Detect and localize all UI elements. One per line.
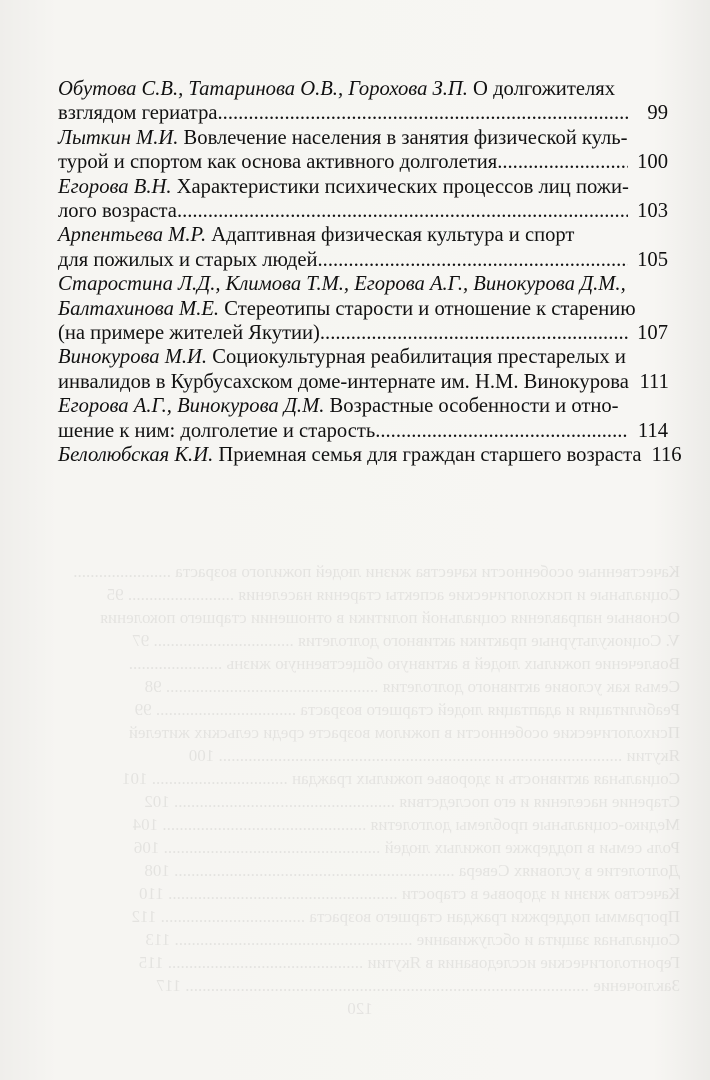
toc-entry-line — [58, 248, 668, 272]
bleed-through-text: Качественные особенности качества жизни людей пожилого возраста ....................... Социальные и психологические аспекты старения населения ......................... 95 Основные направления социальной политики в отношении старшего поколения V. Социокультурные практики активного долголетия ................................. 97 Вовлечение пожилых людей в активную общественную жизнь ...................... Семья как условие активного долголетия .................................................. 98 Реабилитация и адаптация людей старшего возраста ................................. 99 Психологические особенности в пожилом возрасте среди сельских жителей Якутии ............................................................................................... 100 Социальная активность и здоровье пожилых граждан ................................ 101 Старение населения и его последствия .................................................... 102 Медико-социальные проблемы долголетия ................................................ 104 Роль семьи в поддержке пожилых людей ................................................... 106 Долголетие в условиях Севера .................................................................. 108 Качество жизни и здоровье в старости ...................................................... 110 Программы поддержки граждан старшего возраста .................................. 112 Социальная защита и обслуживание ........................................................ 113 Геронтологические исследования в Якутии .............................................. 115 Заключение ............................................................................................... 117 120 — [73, 562, 680, 1018]
toc-title: Возрастные особенности и отно- — [324, 395, 619, 418]
dot-leader — [318, 248, 628, 272]
toc-title-cont: инвалидов в Курбусахском доме-интернате им. Н.М. Винокурова — [58, 370, 629, 393]
toc-title: Адаптивная физическая культура и спорт — [206, 224, 575, 247]
toc-entry-line — [58, 394, 668, 418]
toc-entry-line — [58, 175, 668, 199]
toc-entry — [58, 394, 668, 443]
toc-page-number: 114 — [637, 419, 668, 442]
toc-title: Характеристики психических процессов лиц пожи- — [171, 175, 629, 198]
toc-page-number: 111 — [639, 370, 669, 393]
toc-title-cont: (на примере жителей Якутии) — [58, 322, 320, 345]
toc-entry-line — [58, 297, 668, 321]
toc-entry — [58, 443, 682, 467]
table-of-contents — [58, 77, 682, 468]
dot-leader — [497, 150, 628, 174]
dot-leader — [218, 101, 628, 125]
toc-entry-line — [58, 272, 668, 296]
toc-page-number: 116 — [651, 444, 682, 467]
toc-page-number: 105 — [637, 248, 668, 271]
toc-entry-line — [58, 223, 668, 247]
toc-title: Стереотипы старости и отношение к старению — [219, 297, 636, 320]
toc-entry-line — [58, 150, 668, 174]
toc-entry-line — [58, 321, 668, 345]
toc-entry-line — [58, 443, 682, 467]
toc-page-number: 103 — [637, 200, 668, 223]
toc-entry-line — [58, 345, 668, 369]
toc-page-number: 100 — [637, 151, 668, 174]
dot-leader — [375, 419, 628, 443]
toc-entry-line — [58, 101, 668, 125]
toc-title: О долгожителях — [467, 78, 616, 100]
toc-entry — [58, 175, 668, 224]
toc-entry — [58, 126, 668, 175]
toc-entry — [58, 345, 668, 394]
toc-entry — [58, 272, 668, 345]
toc-title-cont: взглядом гериатра — [58, 102, 218, 125]
toc-author: Егорова В.Н. — [58, 175, 172, 198]
toc-title-cont: для пожилых и старых людей — [58, 248, 318, 271]
toc-title: Вовлечение населения в занятия физической куль- — [178, 126, 628, 149]
toc-author: Белолюбская К.И. — [58, 444, 214, 467]
toc-author: Егорова А.Г., Винокурова Д.М. — [58, 395, 325, 418]
toc-entry — [58, 77, 668, 126]
dot-leader — [177, 199, 628, 223]
toc-author: Арпентьева М.Р. — [58, 224, 207, 247]
toc-title: Приемная семья для граждан старшего возраста — [213, 444, 642, 467]
toc-page-number: 99 — [647, 102, 668, 125]
dot-leader — [320, 321, 628, 345]
toc-entry-line — [58, 199, 668, 223]
toc-title-cont: лого возраста — [58, 200, 177, 223]
toc-entry — [58, 223, 668, 272]
toc-title-cont: турой и спортом как основа активного долголетия — [58, 151, 498, 174]
toc-entry-line — [58, 419, 668, 443]
toc-title-cont: шение к ним: долголетие и старость — [58, 419, 376, 442]
toc-author: Обутова С.В., Татаринова О.В., Горохова З.П. — [58, 78, 468, 100]
toc-title: Социокультурная реабилитация престарелых и — [207, 346, 626, 369]
toc-author: Лыткин М.И. — [58, 126, 179, 149]
toc-page-number: 107 — [637, 322, 668, 345]
toc-entry-line — [58, 370, 668, 394]
toc-author: Винокурова М.И. — [58, 346, 208, 369]
toc-author: Старостина Л.Д., Климова Т.М., Егорова А.Г., Винокурова Д.М., — [58, 273, 626, 296]
toc-entry-line — [58, 77, 668, 101]
toc-entry-line — [58, 126, 668, 150]
toc-author: Балтахинова М.Е. — [58, 297, 220, 320]
